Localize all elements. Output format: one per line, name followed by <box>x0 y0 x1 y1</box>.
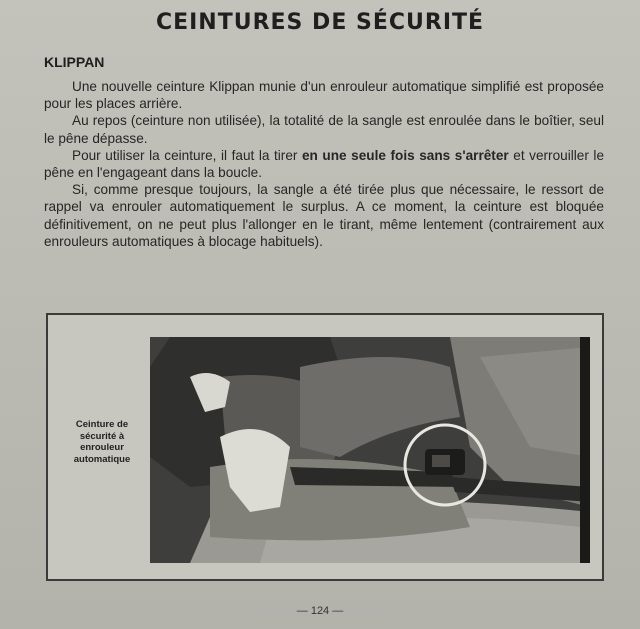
page-number: — 124 — <box>296 605 344 617</box>
body-text <box>44 78 604 250</box>
seat-belt-illustration <box>150 337 590 563</box>
figure-caption: Ceinture de sécurité à enrouleur automatique <box>73 419 131 465</box>
paragraph-1: Une nouvelle ceinture Klippan munie d'un enrouleur automatique simplifié est proposée pour les places arrière. <box>44 79 604 112</box>
paragraph-3 <box>44 147 604 181</box>
paragraph-3-end: et verrouiller le pêne en l'engageant dans la boucle. <box>44 147 604 181</box>
paragraph-4: Si, comme presque toujours, la sangle a été tirée plus que nécessaire, le ressort de rappel va enrouler automatiquement le surplus. A ce moment, la ceinture est bloquée définitivement, on ne peut plus l'allonger en le tirant, même lentement (contrairement aux enrouleurs automatiques à blocage habituels). <box>44 182 604 249</box>
page-title: CEINTURES DE SÉCURITÉ <box>155 10 485 35</box>
seat-belt-photo <box>150 337 590 563</box>
paragraph-2: Au repos (ceinture non utilisée), la totalité de la sangle est enroulée dans le boîtier, seul le pêne dépasse. <box>44 113 604 146</box>
paragraph-3-start: Pour utiliser la ceinture, il faut la tirer <box>72 147 302 163</box>
paragraph-3-emphasis: en une seule fois sans s'arrêter <box>302 147 509 163</box>
figure-box <box>46 313 604 581</box>
section-heading: KLIPPAN <box>44 54 105 70</box>
